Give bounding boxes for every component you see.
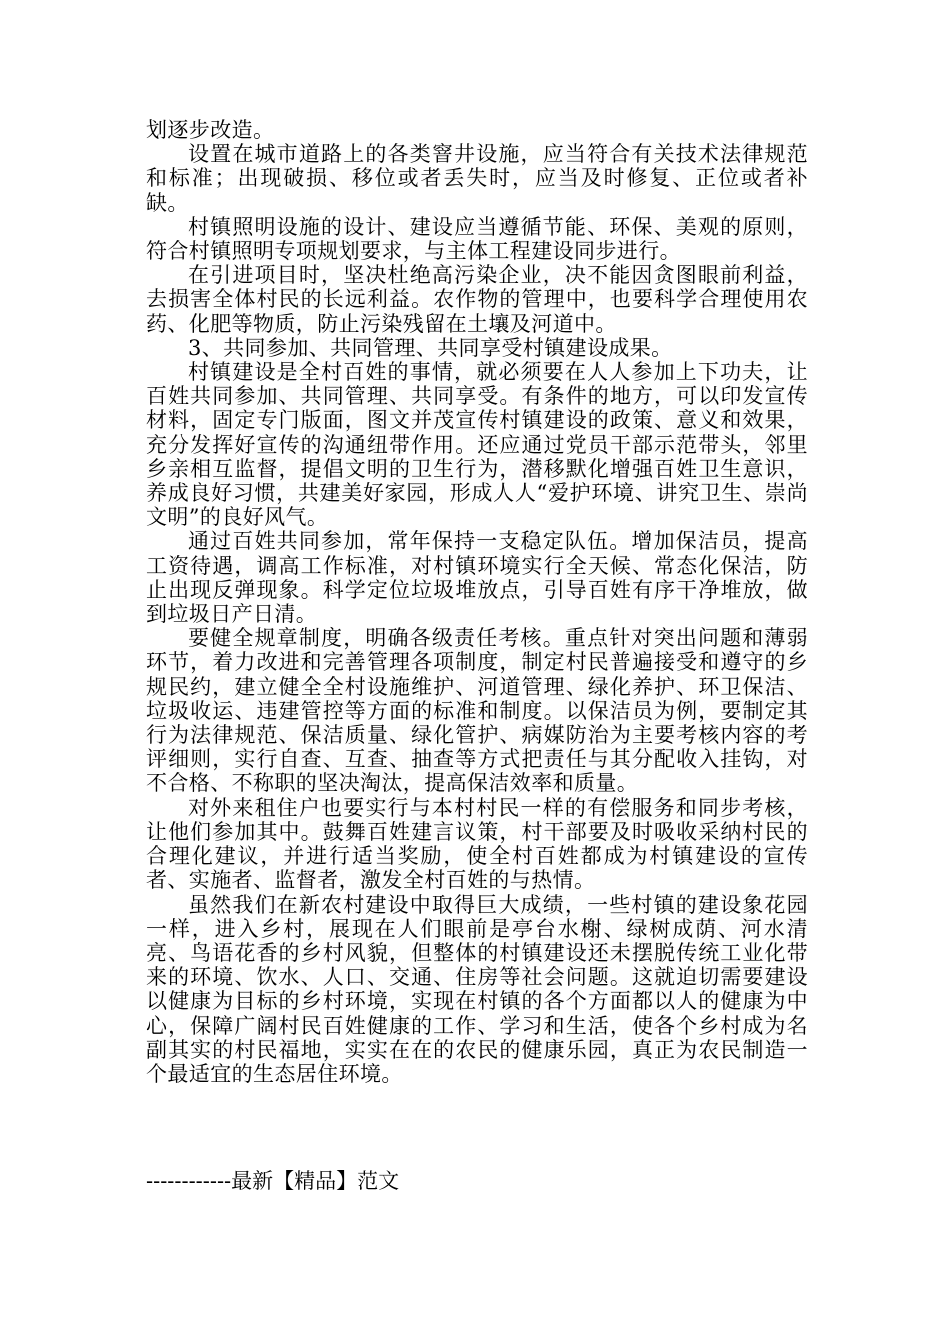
- paragraph-stable-team: 通过百姓共同参加，常年保持一支稳定队伍。增加保洁员，提高工资待遇，调高工作标准，对村镇环境实行全天候、常态化保洁，防止出现反弹现象。科学定位垃圾堆放点，引导百姓有序干净堆放，做到垃圾日产日清。: [146, 529, 808, 627]
- paragraph-continuation: 划逐步改造。: [146, 118, 275, 142]
- paragraph-lighting-facilities: 村镇照明设施的设计、建设应当遵循节能、环保、美观的原则，符合村镇照明专项规划要求，与主体工程建设同步进行。: [146, 214, 808, 264]
- document-body: [146, 118, 808, 1086]
- paragraph-manhole-facilities: 设置在城市道路上的各类窨井设施，应当符合有关技术法律规范和标准；出现破损、移位或者丢失时，应当及时修复、正位或者补缺。: [146, 142, 808, 215]
- section-heading-3: 3、共同参加、共同管理、共同享受村镇建设成果。: [188, 335, 673, 360]
- paragraph-public-participation: 村镇建设是全村百姓的事情，就必须要在人人参加上下功夫，让百姓共同参加、共同管理、共同享受。有条件的地方，可以印发宣传材料，固定专门版面，图文并茂宣传村镇建设的政策、意义和效果，充分发挥好宣传的沟通纽带作用。还应通过党员干部示范带头，邻里乡亲相互监督，提倡文明的卫生行为，潜移默化增强百姓卫生意识，养成良好习惯，共建美好家园，形成人人“爱护环境、讲究卫生、崇尚文明”的良好风气。: [146, 360, 808, 530]
- paragraph-conclusion: 虽然我们在新农村建设中取得巨大成绩，一些村镇的建设象花园一样，进入乡村，展现在人们眼前是亭台水榭、绿树成荫、河水清亮、鸟语花香的乡村风貌，但整体的村镇建设还未摆脱传统工业化带来的环境、饮水、人口、交通、住房等社会问题。这就迫切需要建设以健康为目标的乡村环境，实现在村镇的各个方面都以人的健康为中心，保障广阔村民百姓健康的工作、学习和生活，使各个乡村成为名副其实的村民福地，实实在在的农民的健康乐园，真正为农民制造一个最适宜的生态居住环境。: [146, 892, 808, 1086]
- document-footer: ------------最新【精品】范文: [146, 1169, 400, 1193]
- paragraph-project-introduction: 在引进项目时，坚决杜绝高污染企业，决不能因贪图眼前利益，去损害全体村民的长远利益。农作物的管理中，也要科学合理使用农药、化肥等物质，防止污染残留在土壤及河道中。: [146, 263, 808, 336]
- paragraph-rules-system: 要健全规章制度，明确各级责任考核。重点针对突出问题和薄弱环节，着力改进和完善管理各项制度，制定村民普遍接受和遵守的乡规民约，建立健全全村设施维护、河道管理、绿化养护、环卫保洁、垃圾收运、违建管控等方面的标准和制度。以保洁员为例，要制定其行为法律规范、保洁质量、绿化管护、病媒防治为主要考核内容的考评细则，实行自查、互查、抽查等方式把责任与其分配收入挂钩，对不合格、不称职的坚决淘汰，提高保洁效率和质量。: [146, 626, 808, 796]
- paragraph-tenant-households: 对外来租住户也要实行与本村村民一样的有偿服务和同步考核，让他们参加其中。鼓舞百姓建言议策，村干部要及时吸收采纳村民的合理化建议，并进行适当奖励，使全村百姓都成为村镇建设的宣传者、实施者、监督者，激发全村百姓的与热情。: [146, 795, 808, 893]
